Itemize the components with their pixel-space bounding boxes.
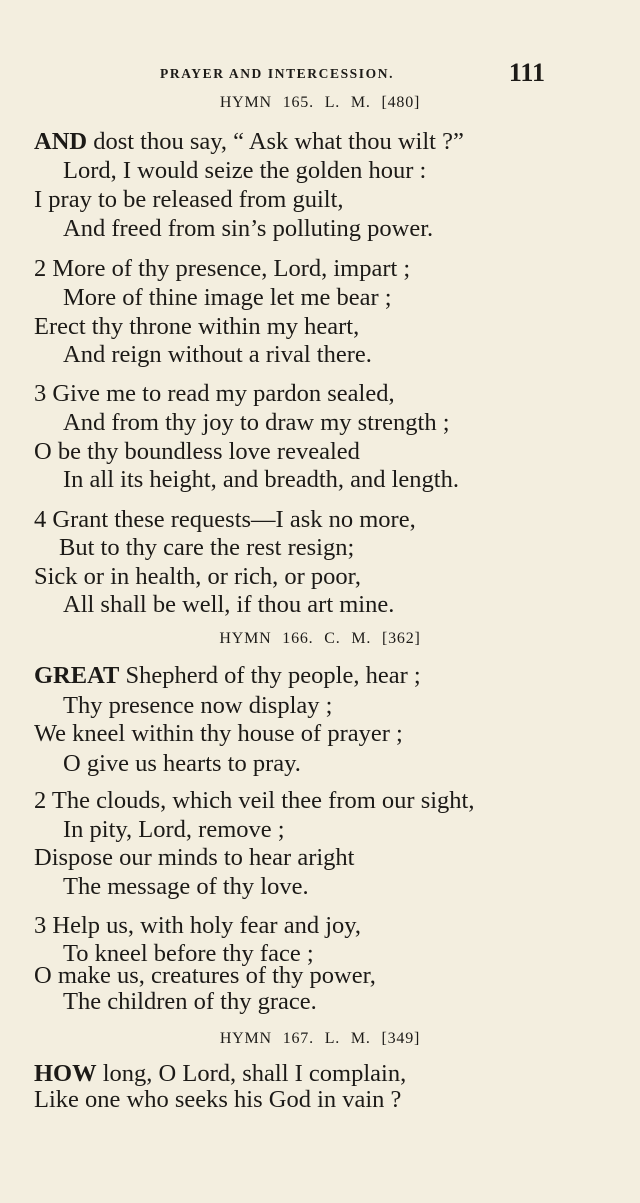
hymn-165-stanza-4-line-2: But to thy care the rest resign; [59, 534, 355, 561]
hymn-165-stanza-1-line-1 [34, 128, 464, 156]
page-number: 111 [508, 58, 545, 87]
hymn-165-stanza-4-line-4: All shall be well, if thou art mine. [63, 591, 395, 618]
hymn-167-heading: HYMN 167. L. M. [349] [219, 1030, 421, 1047]
hymn-166-stanza-2-line-3: Dispose our minds to hear aright [34, 844, 355, 871]
hymn-165-stanza-3-line-4: In all its height, and breadth, and length. [63, 466, 459, 493]
hymn-165-stanza-2-line-2: More of thine image let me bear ; [63, 284, 392, 311]
hymn-166-stanza-1-line-4: O give us hearts to pray. [63, 750, 301, 777]
hymn-166-stanza-1-line-1-text: Shepherd of thy people, hear ; [119, 662, 421, 689]
hymn-165-stanza-2-line-1: 2 More of thy presence, Lord, impart ; [34, 255, 411, 282]
hymn-165-stanza-3-line-3: O be thy boundless love revealed [34, 438, 360, 465]
hymn-165-stanza-3-line-2: And from thy joy to draw my strength ; [63, 409, 450, 436]
hymn-165-stanza-1-line-2: Lord, I would seize the golden hour : [63, 157, 427, 184]
hymn-166-stanza-3-line-2: To kneel before thy face ; [63, 940, 314, 967]
hymn-165-stanza-2-line-3: Erect thy throne within my heart, [34, 313, 360, 340]
hymn-165-stanza-1-line-3: I pray to be released from guilt, [34, 186, 344, 213]
running-title: PRAYER AND INTERCESSION. [160, 66, 395, 81]
hymn-165-stanza-4-line-3: Sick or in health, or rich, or poor, [34, 563, 361, 590]
hymn-165-stanza-1-line-4: And freed from sin’s polluting power. [63, 215, 434, 242]
hymn-166-stanza-2-line-4: The message of thy love. [63, 873, 309, 900]
hymn-166-stanza-3-line-1: 3 Help us, with holy fear and joy, [34, 912, 362, 939]
hymn-166-stanza-2-line-1: 2 The clouds, which veil thee from our sight, [34, 787, 475, 814]
hymn-166-stanza-1-line-3: We kneel within thy house of prayer ; [34, 720, 403, 747]
hymn-166-first-word: GREAT [34, 662, 120, 689]
hymn-167-stanza-1-line-2: Like one who seeks his God in vain ? [34, 1086, 402, 1113]
hymn-165-heading: HYMN 165. L. M. [480] [219, 94, 421, 111]
hymn-165-stanza-1-line-1-text: dost thou say, “ Ask what thou wilt ?” [87, 128, 464, 155]
hymn-165-first-word: AND [34, 128, 88, 155]
hymn-165-stanza-4-line-1: 4 Grant these requests—I ask no more, [34, 506, 416, 533]
hymn-166-stanza-3-line-3: O make us, creatures of thy power, [34, 962, 376, 989]
hymn-165-stanza-3-line-1: 3 Give me to read my pardon sealed, [34, 380, 395, 407]
hymn-166-stanza-2-line-2: In pity, Lord, remove ; [63, 816, 285, 843]
hymn-166-heading: HYMN 166. C. M. [362] [219, 630, 421, 647]
hymn-167-stanza-1-line-1-text: long, O Lord, shall I complain, [96, 1060, 407, 1087]
hymn-167-first-word: HOW [34, 1060, 97, 1087]
hymn-166-stanza-3-line-4: The children of thy grace. [63, 988, 317, 1015]
hymn-166-stanza-1-line-1 [34, 662, 421, 690]
hymn-166-stanza-1-line-2: Thy presence now display ; [63, 692, 333, 719]
hymn-165-stanza-2-line-4: And reign without a rival there. [63, 341, 372, 368]
running-head [150, 58, 600, 88]
hymn-167-stanza-1-line-1 [34, 1060, 406, 1088]
